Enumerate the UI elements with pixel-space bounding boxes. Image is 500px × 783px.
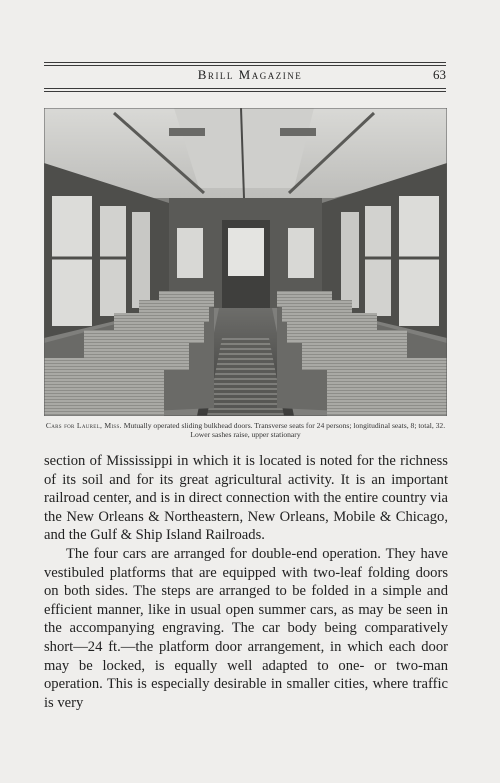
header-rule-top (44, 62, 446, 63)
caption-lead: Cars for Laurel, Miss. (45, 421, 122, 430)
page-number: 63 (433, 67, 446, 82)
running-header-title: Brill Magazine (197, 67, 303, 82)
header-rule-bottom (44, 88, 446, 89)
header-rule-bottom-inner (44, 91, 446, 92)
streetcar-interior-photo (44, 108, 447, 416)
article-body (44, 452, 448, 712)
header-rule-top-inner (44, 65, 446, 66)
body-paragraph-2: The four cars are arranged for double-end operation. They have vestibuled platforms that are equipped with two-leaf folding doors on both sides. The steps are arranged to be folded in a simple and efficient manner, like in usual open summer cars, as may be seen in the accompanying engraving. The car body being comparatively short—24 ft.—the platform door arrangement, in which each door may be locked, is equally well adapted to one- or two-man operation. This is especially desirable in smaller cities, where traffic is very (44, 545, 448, 711)
photo-illustration (44, 108, 447, 416)
body-paragraph-1: section of Mississippi in which it is located is noted for the richness of its soil and for its great agricultural activity. It is an important railroad center, and is in direct connection with the entire country via the New Orleans & Northeastern, New Orleans, Mobile & Chicago, and the Gulf & Ship Island Railroads. (44, 453, 448, 544)
figure-caption (44, 421, 447, 439)
caption-text: Mutually operated sliding bulkhead doors. Transverse seats for 24 persons; longitudinal seats, 8; total, 32. Lower sashes raise, upper stationary (123, 421, 446, 439)
